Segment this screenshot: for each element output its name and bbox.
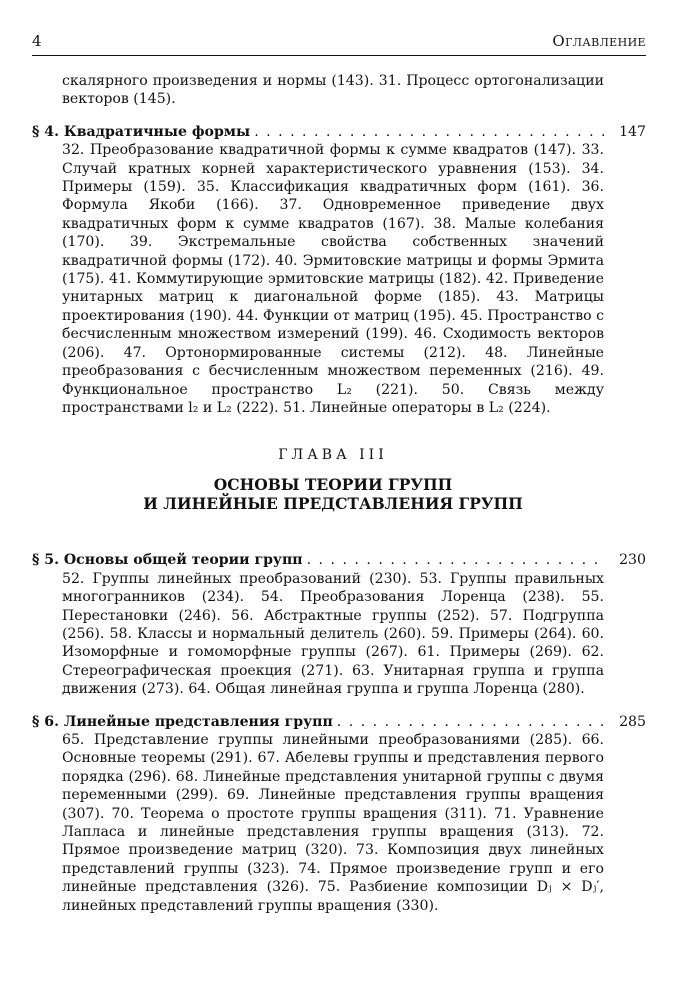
section-heading-row [32,713,646,731]
chapter-label: ГЛАВА III [278,447,388,464]
leader-dots [337,713,604,731]
intro-continuation: скалярного произведения и нормы (143). 31. Процесс ортогонализации векторов (145). [62,73,604,108]
running-title: Оглавление [552,32,646,50]
toc-body [32,72,646,915]
toc-section-5 [32,551,646,698]
section-entries: 52. Группы линейных преобразований (230). 53. Группы правильных многогранников (234). 54. Преобразования Лоренца (238). 55. Перестановки (246). 56. Абстрактные группы (252). 57. Подгруппа (256). 58. Классы и нормальный делитель (260). 59. Примеры (264). 60. Изоморфные и гомоморфные группы (267). 61. Примеры (269). 62. Стереографическая проекция (271). 63. Унитарная группа и группа движения (273). 64. Общая линейная группа и группа Лоренца (280). [62,570,604,698]
section-title: § 6. Линейные представления групп [32,713,333,730]
leader-dots [254,123,604,141]
toc-section-4 [32,123,646,418]
page-header [32,32,646,56]
section-entries: 65. Представление группы линейными преобразованиями (285). 66. Основные теоремы (291). 67. Абелевы группы и представления первого порядка (296). 68. Линейные представления унитарной группы с двумя переменными (299). 69. Линейные представления группы вращения (307). 70. Теорема о простоте группы вращения (311). 71. Уравнение Лапласа и линейные представления группы вращения (313). 72. Прямое произведение матриц (320). 73. Композиция двух линейных представлений группы (323). 74. Прямое произведение групп и его линейные представления (326). 75. Разбиение композиции Dⱼ × Dⱼ′, линейных представлений группы вращения (330). [62,731,604,914]
page-number: 4 [32,32,42,50]
section-entries: 32. Преобразование квадратичной формы к сумме квадратов (147). 33. Случай кратных корней характеристического уравнения (153). 34. Примеры (159). 35. Классификация квадратичных форм (161). 36. Формула Якоби (166). 37. Одновременное приведение двух квадратичных форм к сумме квадратов (167). 38. Малые колебания (170). 39. Экстремальные свойства собственных значений квадратичной формы (172). 40. Эрмитовские матрицы и формы Эрмита (175). 41. Коммутирующие эрмитовские матрицы (182). 42. Приведение унитарных матриц к диагональной форме (185). 43. Матрицы проектирования (190). 44. Функции от матриц (195). 45. Пространство с бесчисленным множеством измерений (199). 46. Сходимость векторов (206). 47. Ортонормированные системы (212). 48. Линейные преобразования с бесчисленным множеством переменных (216). 49. Функциональное пространство L₂ (221). 50. Связь между пространствами l₂ и L₂ (222). 51. Линейные операторы в L₂ (224). [62,142,604,416]
section-page-number: 230 [619,552,646,569]
leader-dots [307,551,604,569]
section-title: § 4. Квадратичные формы [32,123,251,140]
chapter-title [62,475,604,513]
section-page-number: 147 [619,123,646,140]
chapter-title-line-1: ОСНОВЫ ТЕОРИИ ГРУПП [213,475,453,495]
toc-section-6 [32,713,646,915]
section-heading-row [32,551,646,569]
book-page [32,32,646,915]
section-title: § 5. Основы общей теории групп [32,552,303,569]
section-page-number: 285 [619,713,646,730]
chapter-title-line-2: И ЛИНЕЙНЫЕ ПРЕДСТАВЛЕНИЯ ГРУПП [143,494,523,514]
section-heading-row [32,123,646,141]
spacer [62,513,604,551]
